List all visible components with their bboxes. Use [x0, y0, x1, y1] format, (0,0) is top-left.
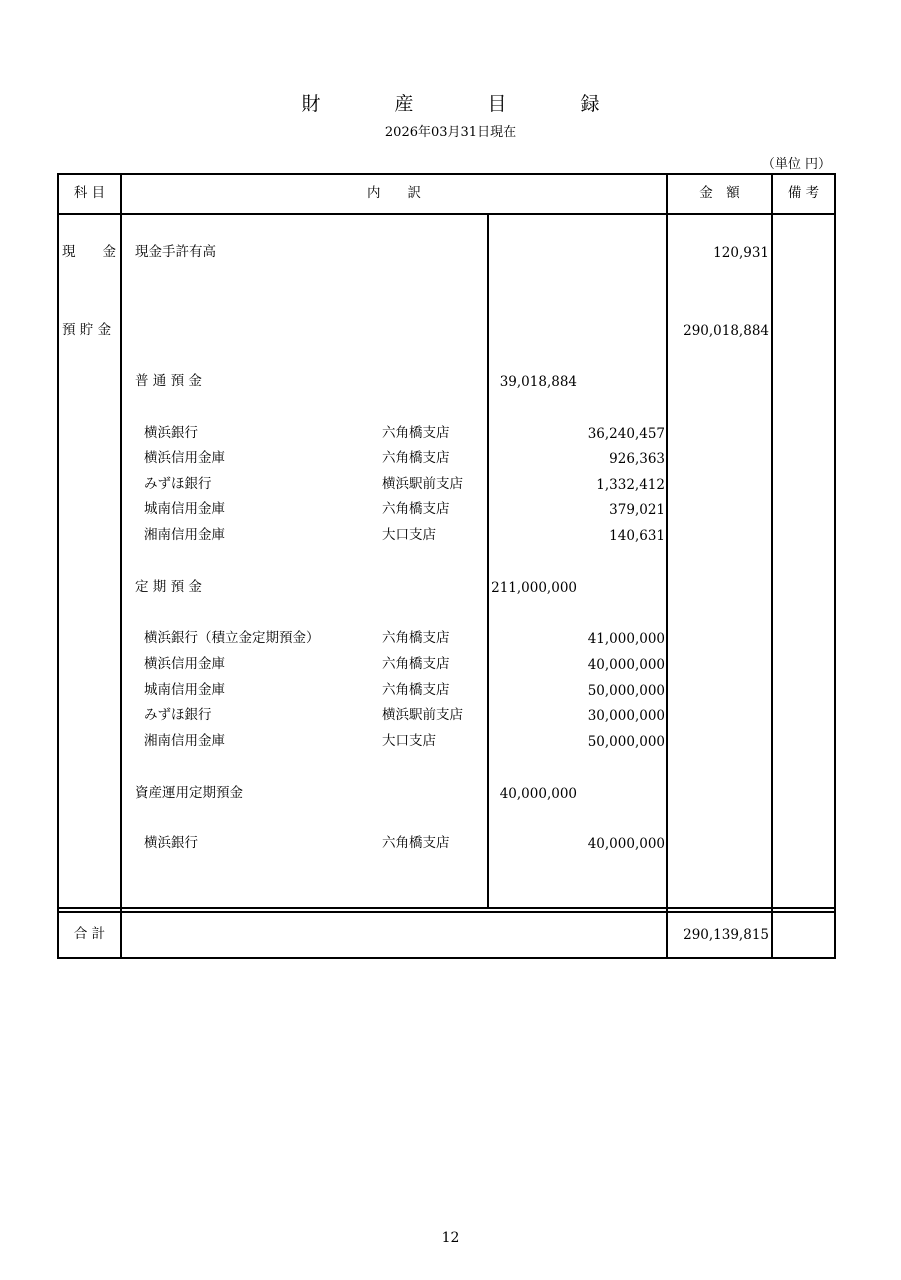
branch-name: 大口支店 [382, 527, 436, 543]
group-label: 定 期 預 金 [135, 579, 202, 595]
branch-name: 六角橋支店 [382, 501, 450, 517]
branch-name: 横浜駅前支店 [382, 707, 463, 723]
remarks-column-border [771, 173, 773, 959]
branch-name: 六角橋支店 [382, 630, 450, 646]
bank-name: 城南信用金庫 [144, 501, 225, 517]
group-subtotal: 40,000,000 [499, 786, 577, 802]
item-amount: 140,631 [609, 528, 665, 544]
group-subtotal: 39,018,884 [499, 374, 577, 390]
deposits-subject: 預 貯 金 [62, 322, 112, 338]
item-amount: 1,332,412 [596, 477, 665, 493]
unit-label: （単位 円） [761, 157, 831, 172]
group-subtotal: 211,000,000 [491, 580, 577, 596]
table-left-border [57, 173, 59, 959]
cash-label: 現金手許有高 [135, 244, 216, 260]
group-label: 普 通 預 金 [135, 373, 202, 389]
cash-subject: 現 金 [62, 244, 116, 260]
branch-name: 横浜駅前支店 [382, 476, 463, 492]
item-amount: 30,000,000 [587, 708, 665, 724]
bank-name: みずほ銀行 [144, 476, 212, 492]
subtotal-column-border [487, 213, 489, 908]
bank-name: 横浜信用金庫 [144, 450, 225, 466]
item-amount: 50,000,000 [587, 683, 665, 699]
branch-name: 六角橋支店 [382, 656, 450, 672]
bank-name: 横浜銀行 [144, 425, 198, 441]
header-amount: 金 額 [699, 185, 740, 201]
branch-name: 大口支店 [382, 733, 436, 749]
item-amount: 40,000,000 [587, 657, 665, 673]
amount-column-border [666, 173, 668, 959]
header-bottom-border [57, 213, 836, 215]
item-amount: 40,000,000 [587, 836, 665, 852]
header-details: 内 訳 [367, 185, 421, 201]
group-label: 資産運用定期預金 [135, 785, 243, 801]
item-amount: 50,000,000 [587, 734, 665, 750]
branch-name: 六角橋支店 [382, 450, 450, 466]
as-of-date: 2026年03月31日現在 [384, 125, 517, 140]
table-right-border [834, 173, 836, 959]
page-number: 12 [441, 1230, 460, 1246]
item-amount: 379,021 [609, 502, 665, 518]
subject-column-border [120, 173, 122, 959]
deposits-amount: 290,018,884 [683, 323, 769, 339]
header-remarks: 備 考 [787, 185, 820, 201]
bank-name: 城南信用金庫 [144, 682, 225, 698]
bank-name: 横浜信用金庫 [144, 656, 225, 672]
table-top-border [57, 173, 836, 175]
branch-name: 六角橋支店 [382, 682, 450, 698]
item-amount: 41,000,000 [587, 631, 665, 647]
item-amount: 36,240,457 [587, 426, 665, 442]
total-amount: 290,139,815 [683, 927, 769, 943]
cash-amount: 120,931 [713, 245, 769, 261]
table-bottom-border [57, 957, 836, 959]
bank-name: 横浜銀行（積立金定期預金） [144, 630, 320, 646]
total-divider-top [57, 907, 836, 909]
total-divider-bottom [57, 911, 836, 913]
bank-name: 横浜銀行 [144, 835, 198, 851]
header-subject: 科 目 [73, 185, 106, 201]
item-amount: 926,363 [609, 451, 665, 467]
document-title: 財 産 目 録 [301, 93, 634, 115]
total-label: 合 計 [73, 926, 106, 942]
branch-name: 六角橋支店 [382, 835, 450, 851]
bank-name: みずほ銀行 [144, 707, 212, 723]
bank-name: 湘南信用金庫 [144, 527, 225, 543]
branch-name: 六角橋支店 [382, 425, 450, 441]
bank-name: 湘南信用金庫 [144, 733, 225, 749]
